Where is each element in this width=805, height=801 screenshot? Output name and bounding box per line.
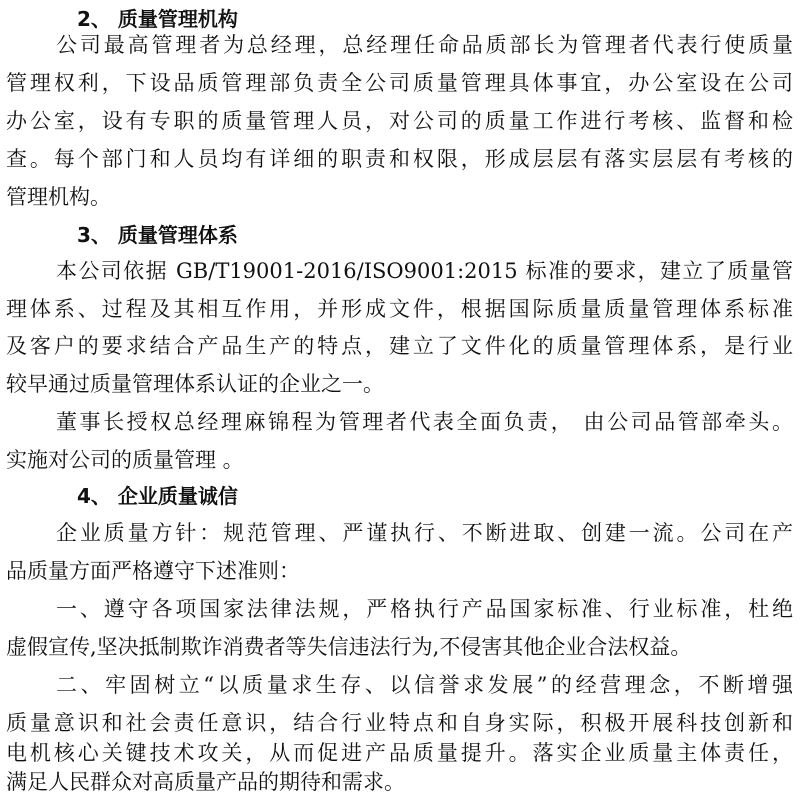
paragraph-line: 质量意识和社会责任意识，结合行业特点和自身实际，积极开展科技创新和 <box>6 711 793 735</box>
paragraph-line: 及客户的要求结合产品生产的特点，建立了文件化的质量管理体系，是行业 <box>6 334 793 358</box>
paragraph-line: 实施对公司的质量管理 。 <box>6 448 244 472</box>
paragraph-line: 公司最高管理者为总经理，总经理任命品质部长为管理者代表行使质量 <box>56 33 793 57</box>
paragraph-line: 理体系、过程及其相互作用，并形成文件，根据国际质量质量管理体系标准 <box>6 297 793 321</box>
paragraph-line: 较早通过质量管理体系认证的企业之一。 <box>6 372 384 396</box>
paragraph-line: 管理机构。 <box>6 185 111 209</box>
paragraph-line: 企业质量方针：规范管理、严谨执行、不断进取、创建一流。公司在产 <box>56 521 793 545</box>
paragraph-line: 满足人民群众对高质量产品的期待和需求。 <box>6 770 405 794</box>
paragraph-line: 一、遵守各项国家法律法规，严格执行产品国家标准、行业标准，杜绝 <box>56 597 793 621</box>
paragraph-line: 办公室，设有专职的质量管理人员，对公司的质量工作进行考核、监督和检 <box>6 109 793 133</box>
paragraph-line: 本公司依据 GB/T19001-2016/ISO9001:2015 标准的要求，建立了质量管 <box>56 259 793 283</box>
paragraph-line: 品质量方面严格遵守下述准则： <box>6 559 300 583</box>
section-2-heading: 2、 质量管理机构 <box>77 7 238 31</box>
paragraph-line: 虚假宣传,坚决抵制欺诈消费者等失信违法行为,不侵害其他企业合法权益。 <box>6 635 692 659</box>
section-3-heading: 3、 质量管理体系 <box>77 223 238 247</box>
paragraph-line: 董事长授权总经理麻锦程为管理者代表全面负责， 由公司品管部牵头。 <box>56 410 793 434</box>
paragraph-line: 管理权利，下设品质管理部负责全公司质量管理具体事宜，办公室设在公司 <box>6 71 793 95</box>
paragraph-line: 电机核心关键技术攻关，从而促进产品质量提升。落实企业质量主体责任， <box>6 741 793 765</box>
paragraph-line: 查。每个部门和人员均有详细的职责和权限，形成层层有落实层层有考核的 <box>6 147 793 171</box>
paragraph-line: 二、牢固树立“以质量求生存、以信誉求发展”的经营理念，不断增强 <box>56 673 793 697</box>
section-4-heading: 4、 企业质量诚信 <box>77 484 238 508</box>
